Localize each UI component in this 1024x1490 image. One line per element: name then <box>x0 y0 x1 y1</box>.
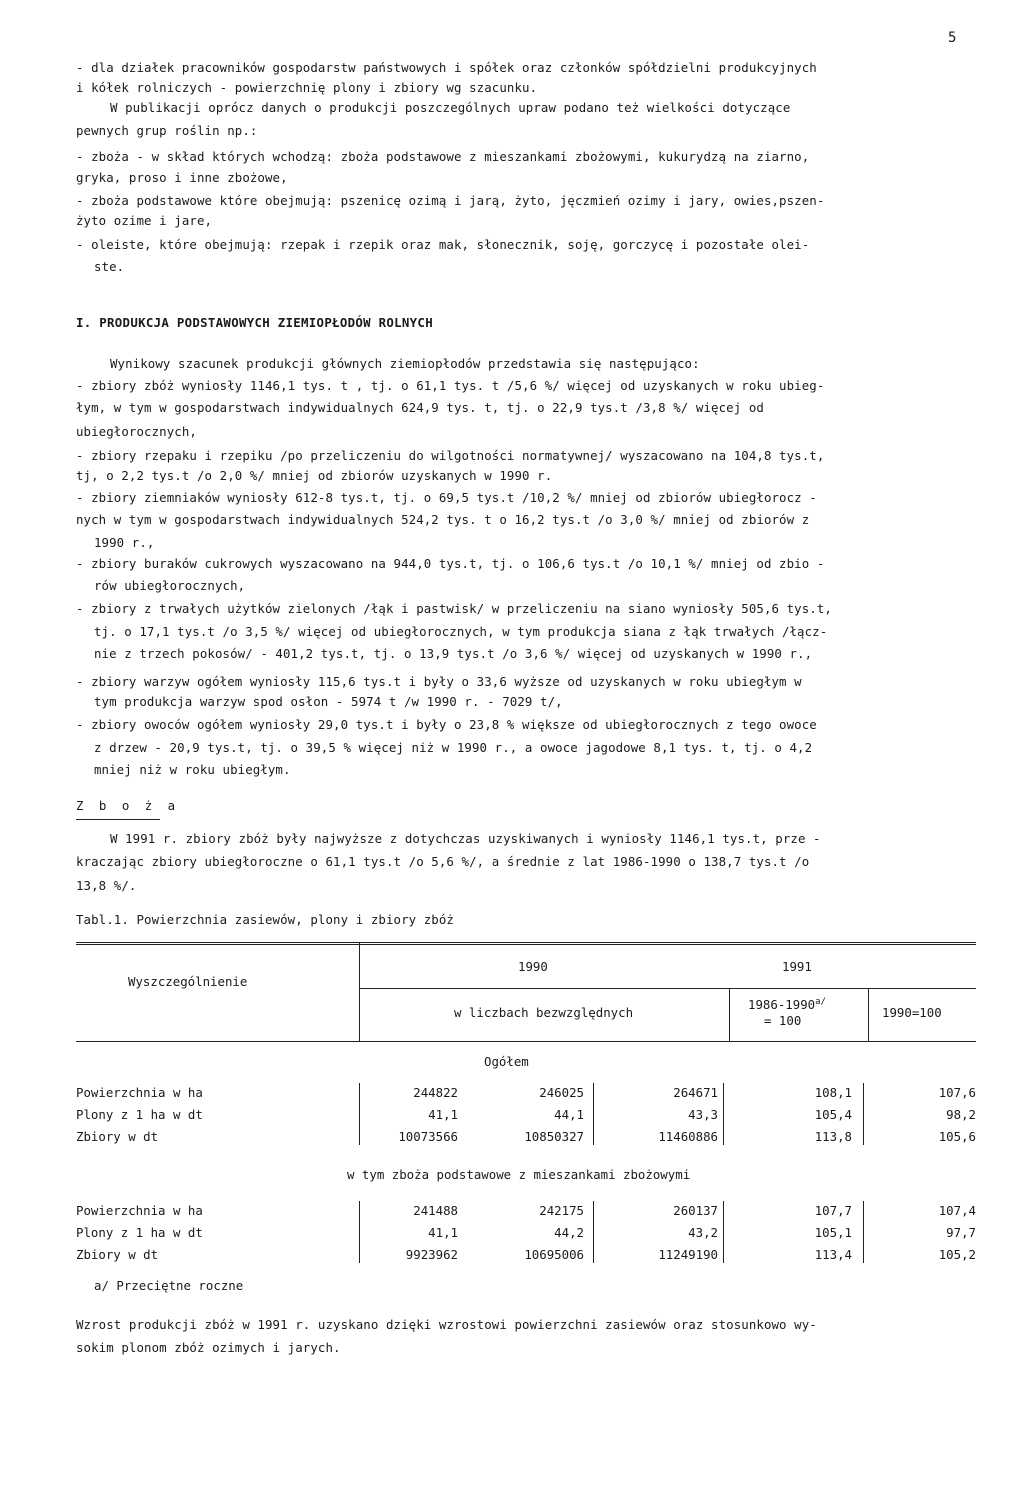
page-number: 5 <box>948 30 957 46</box>
summary-line: - zbiory rzepaku i rzepiku /po przeliczeniu do wilgotności normatywnej/ wyszacowano na 104,8 tys.t, <box>76 448 825 463</box>
intro-line: - dla działek pracowników gospodarstw państwowych i spółek oraz członków spółdzielni produkcyjnych <box>76 60 817 75</box>
intro-line: - zboża podstawowe które obejmują: pszenicę ozimą i jarą, żyto, jęczmień ozimy i jary, owies,pszen- <box>76 193 825 208</box>
summary-line: 1990 r., <box>94 535 155 550</box>
cell: 241488 <box>413 1203 458 1218</box>
table-divider <box>863 1201 864 1263</box>
summary-line: nych w tym w gospodarstwach indywidualnych 524,2 tys. t o 16,2 tys.t /o 3,0 %/ mniej od zbiorów z <box>76 512 810 527</box>
section-title-zboza-podstawowe: w tym zboża podstawowe z mieszankami zbożowymi <box>347 1167 691 1182</box>
table-divider <box>359 943 360 1042</box>
table-header-bottom-rule <box>76 1041 976 1042</box>
header-year-1991: 1991 <box>782 959 812 974</box>
summary-line: - zbiory ziemniaków wyniosły 612-8 tys.t, tj. o 69,5 tys.t /10,2 %/ mniej od zbiorów ubiegłorocz - <box>76 490 817 505</box>
summary-line: nie z trzech pokosów/ - 401,2 tys.t, tj. o 13,9 tys.t /o 3,6 %/ więcej od uzyskanych w 1990 r., <box>94 646 813 661</box>
cell: 97,7 <box>946 1225 976 1240</box>
zboza-line: W 1991 r. zbiory zbóż były najwyższe z dotychczas uzyskiwanych i wyniosły 1146,1 tys.t, prze - <box>110 831 821 846</box>
cell: 44,2 <box>554 1225 584 1240</box>
zboza-heading: Z b o ż a <box>76 798 180 813</box>
summary-line: - zbiory zbóż wyniosły 1146,1 tys. t , tj. o 61,1 tys. t /5,6 %/ więcej od uzyskanych w roku ubieg- <box>76 378 825 393</box>
header-avg-base: = 100 <box>764 1013 802 1028</box>
table-divider <box>723 1201 724 1263</box>
cell: 11460886 <box>658 1129 718 1144</box>
table-divider <box>868 988 869 1042</box>
summary-line: z drzew - 20,9 tys.t, tj. o 39,5 % więcej niż w 1990 r., a owoce jagodowe 8,1 tys. t, tj. o 4,2 <box>94 740 813 755</box>
summary-line: Wynikowy szacunek produkcji głównych ziemiopłodów przedstawia się następująco: <box>110 356 700 371</box>
header-absolute: w liczbach bezwzględnych <box>454 1005 634 1020</box>
cell: 41,1 <box>428 1107 458 1122</box>
cell: 105,2 <box>938 1247 976 1262</box>
cell: 107,6 <box>938 1085 976 1100</box>
cell: 41,1 <box>428 1225 458 1240</box>
cell: 244822 <box>413 1085 458 1100</box>
header-avg-footnote-mark: a/ <box>815 997 826 1007</box>
cell: 10850327 <box>524 1129 584 1144</box>
summary-line: tj. o 17,1 tys.t /o 3,5 %/ więcej od ubiegłorocznych, w tym produkcja siana z łąk trwałych /łącz- <box>94 624 828 639</box>
summary-line: łym, w tym w gospodarstwach indywidualnych 624,9 tys. t, tj. o 22,9 tys.t /3,8 %/ więcej od <box>76 400 764 415</box>
row-label: Zbiory w dt <box>76 1247 159 1262</box>
zboza-line: kraczając zbiory ubiegłoroczne o 61,1 tys.t /o 5,6 %/, a średnie z lat 1986-1990 o 138,7 tys.t /o <box>76 854 810 869</box>
cell: 105,1 <box>814 1225 852 1240</box>
table-caption: Tabl.1. Powierzchnia zasiewów, plony i zbiory zbóż <box>76 912 454 927</box>
zboza-line: 13,8 %/. <box>76 878 137 893</box>
row-label: Plony z 1 ha w dt <box>76 1225 203 1240</box>
cell: 44,1 <box>554 1107 584 1122</box>
table-divider <box>723 1083 724 1145</box>
intro-line: ste. <box>94 259 125 274</box>
cell: 107,4 <box>938 1203 976 1218</box>
intro-line: pewnych grup roślin np.: <box>76 123 258 138</box>
summary-line: - zbiory z trwałych użytków zielonych /łąk i pastwisk/ w przeliczeniu na siano wyniosły 505,6 tys.t, <box>76 601 832 616</box>
table-divider <box>593 1083 594 1145</box>
summary-line: - zbiory owoców ogółem wyniosły 29,0 tys.t i były o 23,8 % większe od ubiegłorocznych z tego owoce <box>76 717 817 732</box>
row-label: Powierzchnia w ha <box>76 1203 203 1218</box>
header-avg-years: 1986-1990 <box>748 997 816 1013</box>
cell: 10073566 <box>398 1129 458 1144</box>
table-divider <box>593 1201 594 1263</box>
summary-line: rów ubiegłorocznych, <box>94 578 246 593</box>
cell: 260137 <box>673 1203 718 1218</box>
section-title-ogolem: Ogółem <box>484 1054 529 1069</box>
cell: 105,4 <box>814 1107 852 1122</box>
table-footnote: a/ Przeciętne roczne <box>94 1278 244 1293</box>
cell: 98,2 <box>946 1107 976 1122</box>
intro-line: żyto ozime i jare, <box>76 213 213 228</box>
cell: 113,4 <box>814 1247 852 1262</box>
summary-line: mniej niż w roku ubiegłym. <box>94 762 291 777</box>
header-base-1990: 1990=100 <box>882 1005 942 1020</box>
header-row-label: Wyszczególnienie <box>128 974 248 989</box>
row-label: Powierzchnia w ha <box>76 1085 203 1100</box>
intro-line: W publikacji oprócz danych o produkcji poszczególnych upraw podano też wielkości dotyczące <box>110 100 791 115</box>
summary-line: - zbiory warzyw ogółem wyniosły 115,6 tys.t i były o 33,6 wyższe od uzyskanych w roku ubiegłym w <box>76 674 802 689</box>
cell: 10695006 <box>524 1247 584 1262</box>
intro-line: - oleiste, które obejmują: rzepak i rzepik oraz mak, słonecznik, soję, gorczycę i pozostałe olei- <box>76 237 810 252</box>
table-top-rule-2 <box>76 944 976 945</box>
intro-line: - zboża - w skład których wchodzą: zboża podstawowe z mieszankami zbożowymi, kukurydzą na ziarno, <box>76 149 810 164</box>
header-avg <box>748 994 826 1013</box>
table-divider <box>863 1083 864 1145</box>
summary-line: tj, o 2,2 tys.t /o 2,0 %/ mniej od zbiorów uzyskanych w 1990 r. <box>76 468 553 483</box>
cell: 9923962 <box>405 1247 458 1262</box>
cell: 11249190 <box>658 1247 718 1262</box>
cell: 43,2 <box>688 1225 718 1240</box>
row-label: Zbiory w dt <box>76 1129 159 1144</box>
cell: 242175 <box>539 1203 584 1218</box>
cell: 107,7 <box>814 1203 852 1218</box>
header-year-1990: 1990 <box>518 959 548 974</box>
cell: 105,6 <box>938 1129 976 1144</box>
table-header-mid-rule <box>359 988 976 989</box>
intro-line: gryka, proso i inne zbożowe, <box>76 170 288 185</box>
row-label: Plony z 1 ha w dt <box>76 1107 203 1122</box>
summary-line: - zbiory buraków cukrowych wyszacowano na 944,0 tys.t, tj. o 106,6 tys.t /o 10,1 %/ mniej od zbio - <box>76 556 825 571</box>
cell: 113,8 <box>814 1129 852 1144</box>
cell: 43,3 <box>688 1107 718 1122</box>
intro-line: i kółek rolniczych - powierzchnię plony i zbiory wg szacunku. <box>76 80 538 95</box>
table-divider <box>729 988 730 1042</box>
section-heading: I. PRODUKCJA PODSTAWOWYCH ZIEMIOPŁODÓW ROLNYCH <box>76 315 433 330</box>
zboza-underline <box>76 819 160 820</box>
closing-line: Wzrost produkcji zbóż w 1991 r. uzyskano dzięki wzrostowi powierzchni zasiewów oraz stosunkowo wy- <box>76 1317 817 1332</box>
table-top-rule <box>76 942 976 943</box>
cell: 264671 <box>673 1085 718 1100</box>
summary-line: tym produkcja warzyw spod osłon - 5974 t /w 1990 r. - 7029 t/, <box>94 694 563 709</box>
cell: 246025 <box>539 1085 584 1100</box>
closing-line: sokim plonom zbóż ozimych i jarych. <box>76 1340 341 1355</box>
cell: 108,1 <box>814 1085 852 1100</box>
summary-line: ubiegłorocznych, <box>76 424 197 439</box>
